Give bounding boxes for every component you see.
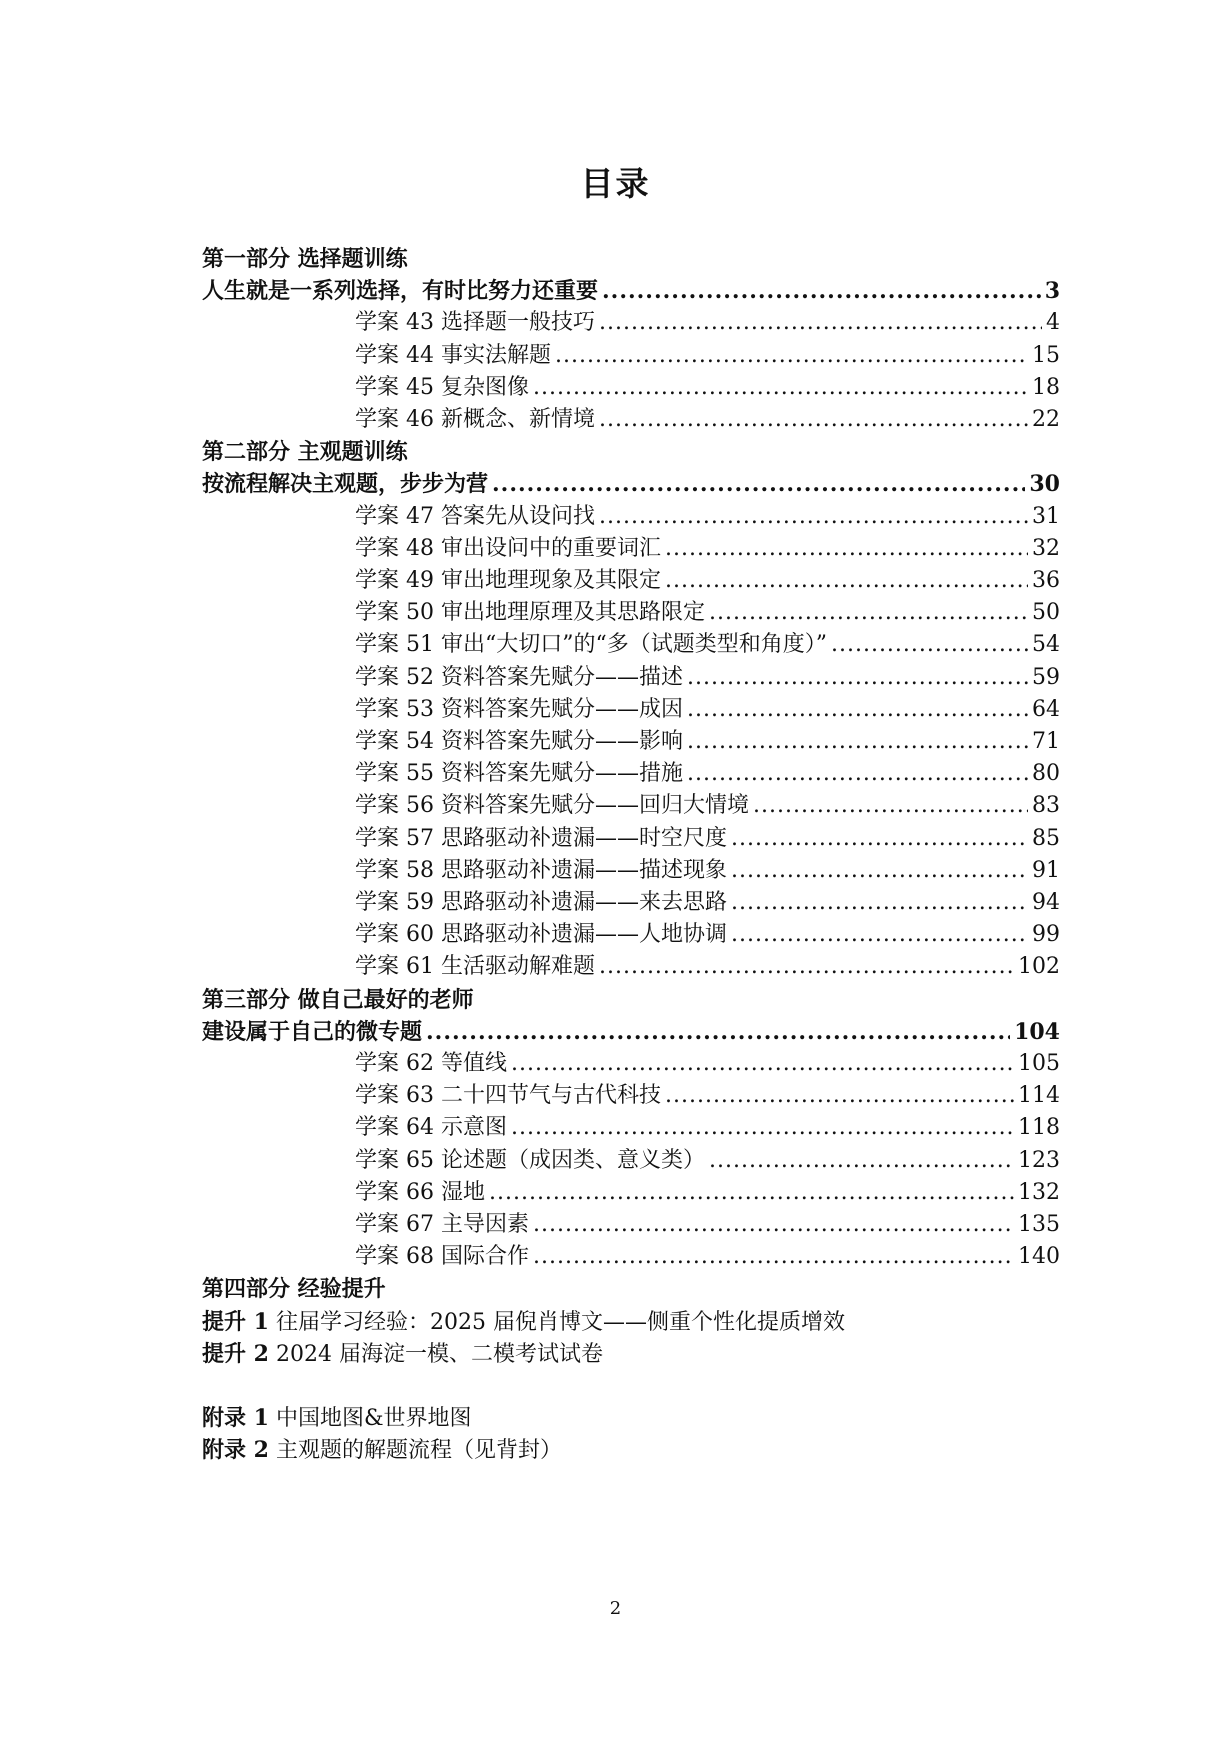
toc-entry xyxy=(355,919,1060,951)
toc-entry-label: 学案 47 答案先从设问找 xyxy=(355,504,595,529)
part4-heading: 第四部分 经验提升 xyxy=(202,1276,386,1302)
toc-entry-label: 学案 55 资料答案先赋分——措施 xyxy=(355,761,683,786)
toc-entry-page: 31 xyxy=(1032,504,1060,529)
toc-entry-page: 102 xyxy=(1018,954,1060,979)
toc-entry xyxy=(355,823,1060,855)
part3-section-label: 建设属于自己的微专题 xyxy=(202,1019,423,1045)
toc-entry-page: 85 xyxy=(1032,826,1060,851)
toc-entry xyxy=(355,887,1060,919)
part1-heading: 第一部分 选择题训练 xyxy=(202,246,408,272)
toc-entry xyxy=(355,1048,1060,1080)
toc-entry-page: 118 xyxy=(1018,1115,1060,1140)
appendix-text: 中国地图&世界地图 xyxy=(268,1406,472,1431)
toc-entry xyxy=(355,340,1060,372)
toc-entry xyxy=(355,758,1060,790)
toc-entry xyxy=(355,1112,1060,1144)
toc-entry-leader xyxy=(533,1241,1014,1273)
toc-entry-label: 学案 50 审出地理原理及其思路限定 xyxy=(355,600,705,625)
toc-entry-leader xyxy=(731,823,1028,855)
toc-entry xyxy=(355,1241,1060,1273)
toc-entry-page: 54 xyxy=(1032,632,1060,657)
toc-entry xyxy=(355,790,1060,822)
part1-section xyxy=(202,275,1060,307)
toc-entry-leader xyxy=(599,951,1014,983)
toc-entry-leader xyxy=(731,919,1028,951)
part4-item xyxy=(202,1306,845,1338)
toc-entry-page: 132 xyxy=(1018,1180,1060,1205)
toc-entry-page: 59 xyxy=(1032,665,1060,690)
toc-entry-page: 18 xyxy=(1032,375,1060,400)
part4-item-text: 2024 届海淀一模、二模考试试卷 xyxy=(268,1342,603,1367)
toc-entry-leader xyxy=(665,565,1028,597)
toc-entry xyxy=(355,1145,1060,1177)
toc-entry-leader xyxy=(533,1209,1014,1241)
toc-entry-label: 学案 44 事实法解题 xyxy=(355,343,551,368)
part4-item-tag: 提升 1 xyxy=(202,1309,269,1335)
toc-entry-leader xyxy=(731,855,1028,887)
part4-item-text: 往届学习经验：2025 届倪肖博文——侧重个性化提质增效 xyxy=(268,1310,845,1335)
toc-entry xyxy=(355,501,1060,533)
toc-entry xyxy=(355,951,1060,983)
part3-heading: 第三部分 做自己最好的老师 xyxy=(202,987,474,1013)
toc-entry-page: 50 xyxy=(1032,600,1060,625)
toc-entry xyxy=(355,565,1060,597)
toc-entry xyxy=(355,1177,1060,1209)
part3-section xyxy=(202,1016,1060,1048)
toc-entry-label: 学案 63 二十四节气与古代科技 xyxy=(355,1083,661,1108)
toc-entry-page: 105 xyxy=(1018,1051,1060,1076)
toc-entry-leader xyxy=(555,340,1028,372)
toc-entry-page: 80 xyxy=(1032,761,1060,786)
toc-entry-label: 学案 66 湿地 xyxy=(355,1180,485,1205)
toc-entry xyxy=(355,533,1060,565)
toc-entry-label: 学案 60 思路驱动补遗漏——人地协调 xyxy=(355,922,727,947)
toc-entry-label: 学案 49 审出地理现象及其限定 xyxy=(355,568,661,593)
toc-entry-leader xyxy=(753,790,1028,822)
toc-entry-leader xyxy=(511,1048,1014,1080)
toc-entry-label: 学案 59 思路驱动补遗漏——来去思路 xyxy=(355,890,727,915)
part1-section-page: 3 xyxy=(1044,278,1060,304)
part1-section-leader xyxy=(602,275,1041,307)
toc-entry-page: 94 xyxy=(1032,890,1060,915)
toc-entry-leader xyxy=(599,501,1028,533)
toc-entry xyxy=(355,307,1060,339)
toc-entry-leader xyxy=(687,726,1028,758)
toc-entry xyxy=(355,597,1060,629)
toc-entry-label: 学案 52 资料答案先赋分——描述 xyxy=(355,665,683,690)
toc-entry xyxy=(355,726,1060,758)
toc-entry xyxy=(355,629,1060,661)
toc-entry-label: 学案 53 资料答案先赋分——成因 xyxy=(355,697,683,722)
toc-entry-label: 学案 58 思路驱动补遗漏——描述现象 xyxy=(355,858,727,883)
toc-entry-leader xyxy=(687,662,1028,694)
toc-entry-label: 学案 65 论述题（成因类、意义类） xyxy=(355,1148,705,1173)
toc-entry-page: 123 xyxy=(1018,1148,1060,1173)
part2-section-label: 按流程解决主观题，步步为营 xyxy=(202,471,489,497)
toc-entry-leader xyxy=(599,307,1042,339)
appendix-tag: 附录 2 xyxy=(202,1437,269,1463)
toc-entry-label: 学案 45 复杂图像 xyxy=(355,375,529,400)
appendix-text: 主观题的解题流程（见背封） xyxy=(268,1438,562,1463)
toc-entry-leader xyxy=(511,1112,1014,1144)
appendix-item xyxy=(202,1402,472,1434)
toc-entry-label: 学案 57 思路驱动补遗漏——时空尺度 xyxy=(355,826,727,851)
toc-entry-label: 学案 48 审出设问中的重要词汇 xyxy=(355,536,661,561)
toc-entry-leader xyxy=(687,694,1028,726)
toc-entry-label: 学案 62 等值线 xyxy=(355,1051,507,1076)
toc-entry xyxy=(355,372,1060,404)
toc-entry-label: 学案 61 生活驱动解难题 xyxy=(355,954,595,979)
toc-entry-page: 32 xyxy=(1032,536,1060,561)
toc-entry-page: 91 xyxy=(1032,858,1060,883)
toc-entry-page: 135 xyxy=(1018,1212,1060,1237)
toc-entry-page: 36 xyxy=(1032,568,1060,593)
toc-entry-page: 140 xyxy=(1018,1244,1060,1269)
toc-entry-page: 71 xyxy=(1032,729,1060,754)
toc-entry-leader xyxy=(599,404,1028,436)
toc-entry-page: 22 xyxy=(1032,407,1060,432)
toc-entry-leader xyxy=(533,372,1028,404)
part4-item xyxy=(202,1338,603,1370)
toc-entry xyxy=(355,662,1060,694)
toc-entry-label: 学案 56 资料答案先赋分——回归大情境 xyxy=(355,793,749,818)
toc-entry-leader xyxy=(709,597,1028,629)
page-number: 2 xyxy=(609,1598,622,1619)
toc-entry xyxy=(355,694,1060,726)
toc-entry xyxy=(355,855,1060,887)
toc-entry-label: 学案 43 选择题一般技巧 xyxy=(355,310,595,335)
toc-entry xyxy=(355,404,1060,436)
part4-item-tag: 提升 2 xyxy=(202,1341,269,1367)
toc-entry-leader xyxy=(665,533,1028,565)
toc-entry-leader xyxy=(687,758,1028,790)
appendix-tag: 附录 1 xyxy=(202,1405,269,1431)
appendix-item xyxy=(202,1434,562,1466)
part3-section-page: 104 xyxy=(1014,1019,1060,1045)
toc-entry-label: 学案 67 主导因素 xyxy=(355,1212,529,1237)
toc-entry-leader xyxy=(731,887,1028,919)
toc-entry-page: 64 xyxy=(1032,697,1060,722)
toc-entry-leader xyxy=(831,629,1028,661)
toc-entry-label: 学案 68 国际合作 xyxy=(355,1244,529,1269)
toc-entry-label: 学案 54 资料答案先赋分——影响 xyxy=(355,729,683,754)
toc-entry-page: 15 xyxy=(1032,343,1060,368)
toc-entry-label: 学案 51 审出“大切口”的“多（试题类型和角度）” xyxy=(355,632,827,657)
toc-entry-leader xyxy=(489,1177,1014,1209)
part2-section-leader xyxy=(492,468,1025,500)
toc-entry-leader xyxy=(709,1145,1014,1177)
toc-entry xyxy=(355,1209,1060,1241)
toc-entry-page: 114 xyxy=(1018,1083,1060,1108)
toc-entry-page: 99 xyxy=(1032,922,1060,947)
part2-section xyxy=(202,468,1060,500)
page-title: 目录 xyxy=(580,164,651,203)
toc-entry-leader xyxy=(665,1080,1014,1112)
part2-heading: 第二部分 主观题训练 xyxy=(202,439,408,465)
part2-section-page: 30 xyxy=(1029,471,1060,497)
part1-section-label: 人生就是一系列选择，有时比努力还重要 xyxy=(202,278,599,304)
toc-entry-page: 83 xyxy=(1032,793,1060,818)
part3-section-leader xyxy=(426,1016,1010,1048)
toc-entry-page: 4 xyxy=(1046,310,1060,335)
toc-entry-label: 学案 64 示意图 xyxy=(355,1115,507,1140)
toc-entry-label: 学案 46 新概念、新情境 xyxy=(355,407,595,432)
toc-entry xyxy=(355,1080,1060,1112)
